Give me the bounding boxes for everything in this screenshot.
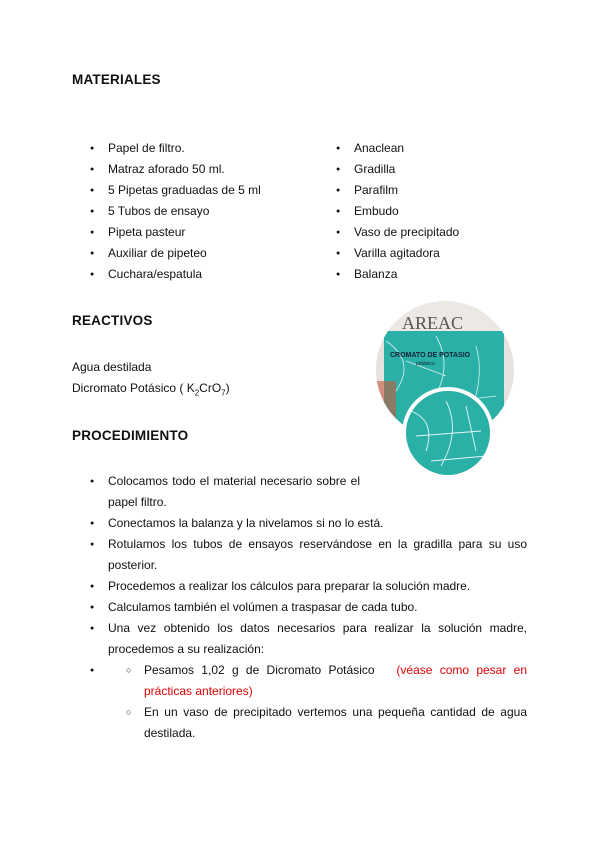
bottle-label-brand: AREAC [402,313,464,333]
list-item: ● Vaso de precipitado [318,222,538,243]
procedure-list [72,471,527,744]
bottle-label-small: potásico [416,361,435,367]
list-item: ● Auxiliar de pipeteo [72,243,312,264]
bottle-closeup-photo [402,387,494,479]
subscript: 2 [194,388,200,398]
reagent-dichromate-suffix: ) [225,381,230,395]
list-item: ● Rotulamos los tubos de ensayos reservándose en la gradilla para su uso posterior. [72,534,527,576]
list-item: ● 5 Tubos de ensayo [72,201,312,222]
list-item: ● Anaclean [318,138,538,159]
list-item: ● Calculamos también el volúmen a traspasar de cada tubo. [72,597,527,618]
list-item: ● Colocamos todo el material necesario sobre el papel filtro. [72,471,360,513]
list-item: ● Procedemos a realizar los cálculos para preparar la solución madre. [72,576,527,597]
sublist-item: ○ En un vaso de precipitado vertemos una pequeña cantidad de agua destilada. [108,702,527,744]
reactivos-heading: REACTIVOS [72,313,153,328]
procedure-sublist [108,660,527,744]
list-item: ● Balanza [318,264,538,285]
closeup-illustration [406,391,490,475]
list-item: ● Cuchara/espatula [72,264,312,285]
list-item: ● Varilla agitadora [318,243,538,264]
materials-list-left [72,138,312,285]
reagent-dichromate-mid: CrO [199,381,222,395]
substep-text: Pesamos 1,02 g de Dicromato Potásico [144,663,375,677]
list-item: ● Pipeta pasteur [72,222,312,243]
reagent-dichromate [72,378,230,403]
list-item: ● Papel de filtro. [72,138,312,159]
bottle-label-name: CROMATO DE POTASIO [390,352,471,359]
materiales-heading: MATERIALES [72,72,161,87]
reagent-water: Agua destilada [72,360,152,374]
list-item: ● Embudo [318,201,538,222]
reagent-dichromate-prefix: Dicromato Potásico ( K [72,381,195,395]
list-item: ● Parafilm [318,180,538,201]
sublist-item [108,660,527,702]
list-item [72,660,527,744]
list-item: ● 5 Pipetas graduadas de 5 ml [72,180,312,201]
list-item: ● Gradilla [318,159,538,180]
subscript: 7 [221,388,226,398]
procedimiento-heading: PROCEDIMIENTO [72,428,189,443]
list-item: ● Conectamos la balanza y la nivelamos si no lo está. [72,513,527,534]
list-item: ● Matraz aforado 50 ml. [72,159,312,180]
materials-list-right [318,138,538,285]
list-item: ● Una vez obtenido los datos necesarios para realizar la solución madre, procedemos a su realización: [72,618,527,660]
substep-note: (véase como pesar en prácticas anteriores) [144,663,527,698]
